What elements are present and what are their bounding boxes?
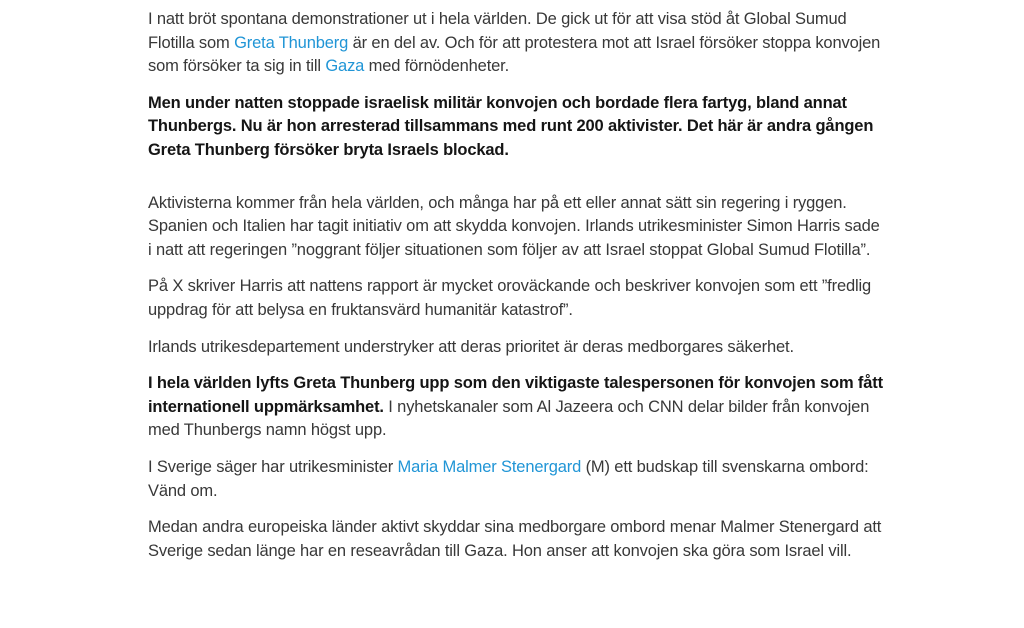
paragraph-text: (M) ett budskap till svenskarna ombord: Vänd om. bbox=[148, 457, 869, 500]
link-greta-thunberg[interactable]: Greta Thunberg bbox=[234, 33, 349, 52]
paragraph-text: I natt bröt spontana demonstrationer ut i hela världen. De gick ut för att visa stöd åt Global Sumud Flotilla som bbox=[148, 10, 847, 52]
paragraph-text: På X skriver Harris att nattens rapport är mycket oroväckande och beskriver konvojen som ett ”fredlig uppdrag för att belysa en fruktansvärd humanitär katastrof”. bbox=[148, 277, 872, 319]
paragraph-text: Aktivisterna kommer från hela världen, och många har på ett eller annat sätt sin regering i ryggen. Spanien och Italien har tagit initiativ om att skydda konvojen. Irlands utrikesminister Simon Harris sade i natt att regeringen ”noggrant följer situationen som följer av att Israel stoppat Global Sumud Flotilla”. bbox=[148, 193, 880, 259]
paragraph-text: Irlands utrikesdepartement understryker att deras prioritet är deras medborgares säkerhet. bbox=[148, 337, 794, 356]
article-body bbox=[148, 8, 884, 576]
paragraph-text: Medan andra europeiska länder aktivt skyddar sina medborgare ombord menar Malmer Stenergard att Sverige sedan länge har en reseavrådan till Gaza. Hon anser att konvojen ska göra som Israel vill. bbox=[148, 518, 882, 560]
article-paragraph bbox=[148, 192, 884, 263]
paragraph-text: med förnödenheter. bbox=[364, 57, 510, 76]
link-maria-malmer-stenergard[interactable]: Maria Malmer Stenergard bbox=[397, 457, 582, 476]
article-paragraph-bold bbox=[148, 92, 884, 163]
link-gaza[interactable]: Gaza bbox=[325, 57, 365, 76]
article-paragraph bbox=[148, 275, 884, 322]
article-paragraph bbox=[148, 336, 884, 360]
paragraph-text: Men under natten stoppade israelisk militär konvojen och bordade flera fartyg, bland annat Thunbergs. Nu är hon arresterad tillsammans med runt 200 aktivister. Det här är andra gången Greta Thunberg försöker bryta Israels blockad. bbox=[148, 93, 874, 159]
paragraph-text: I Sverige säger har utrikesminister bbox=[148, 457, 398, 476]
article-paragraph bbox=[148, 372, 884, 443]
paragraph-text: är en del av. Och för att protestera mot att Israel försöker stoppa konvojen som försöker ta sig in till bbox=[148, 33, 881, 76]
paragraph-lead-bold: I hela världen lyfts Greta Thunberg upp som den viktigaste talespersonen för konvojen som fått internationell uppmärksamhet. bbox=[148, 374, 883, 416]
article-paragraph bbox=[148, 516, 884, 563]
paragraph-text: I nyhetskanaler som Al Jazeera och CNN delar bilder från konvojen med Thunbergs namn högst upp. bbox=[148, 397, 870, 440]
article-paragraph bbox=[148, 456, 884, 503]
article-paragraph bbox=[148, 8, 884, 79]
